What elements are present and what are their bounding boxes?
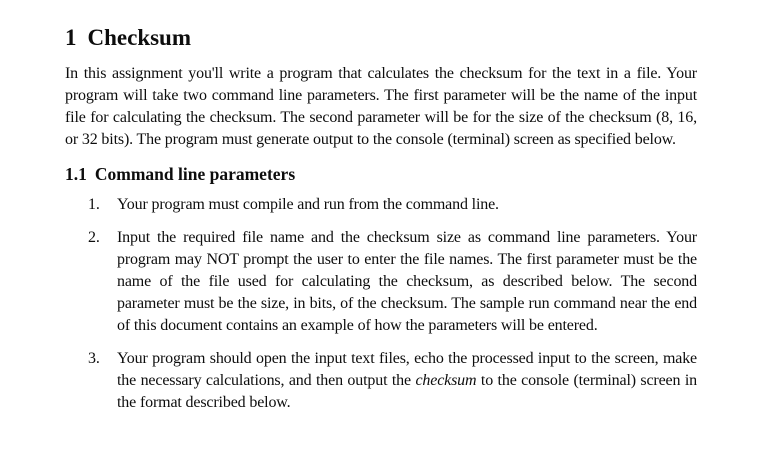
section-number: 1 — [65, 25, 77, 50]
subsection-number: 1.1 — [65, 164, 87, 184]
subsection-title: Command line parameters — [94, 164, 296, 184]
intro-paragraph: In this assignment you'll write a program that calculates the checksum for the text in a file. Your program will take two command line parameters. The first parameter will be the name of the input file for calculating the checksum. The second parameter will be for the size of the checksum (8, 16, or 32 bits). The program must generate output to the console (terminal) screen as specified below. — [65, 65, 697, 148]
section-heading — [65, 24, 697, 52]
text-segment: Input the required file name and the checksum size as command line parameters. Your program may NOT prompt the user to enter the file names. The first parameter must be the name of the file used for calculating the checksum, as described below. The second parameter must be the size, in bits, of the checksum. The sample run command near the end of this document contains an example of how the parameters will be entered. — [117, 229, 697, 334]
list-item-marker: 3. — [88, 350, 100, 367]
text-segment: to the console (terminal) screen in the format described below. — [117, 372, 697, 411]
list-item — [65, 227, 697, 337]
list-item-marker: 1. — [88, 196, 100, 213]
text-segment: Your program must compile and run from the command line. — [117, 196, 499, 213]
list-item-text — [117, 194, 697, 216]
subsection-heading — [65, 162, 697, 186]
list-item — [65, 348, 697, 414]
numbered-list — [65, 194, 697, 414]
list-item-marker: 2. — [88, 229, 100, 246]
italic-text-segment: checksum — [415, 372, 477, 389]
section-title: Checksum — [87, 25, 192, 50]
list-item — [65, 194, 697, 216]
list-item-text — [117, 348, 697, 414]
list-item-text — [117, 227, 697, 337]
text-segment: Your program should open the input text files, echo the processed input to the screen, make the necessary calculations, and then output the — [117, 350, 697, 389]
